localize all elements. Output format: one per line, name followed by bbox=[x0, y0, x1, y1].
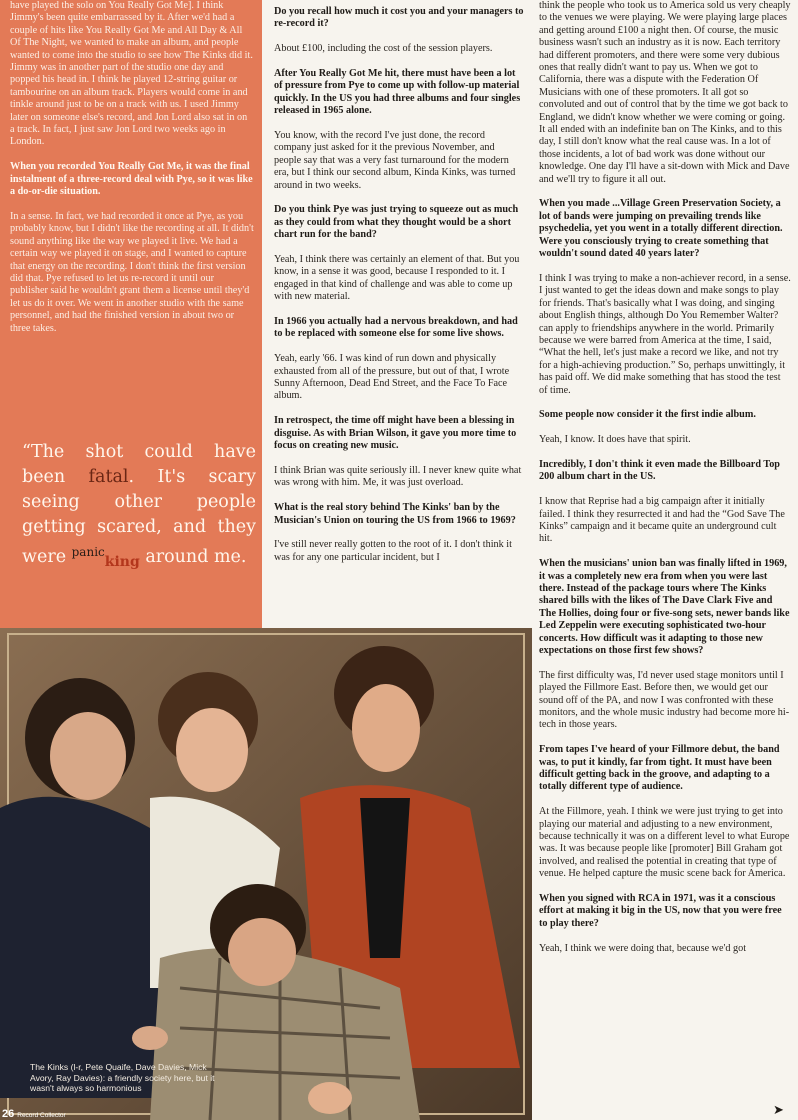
pull-quote-king: king bbox=[104, 554, 140, 570]
pull-quote-fatal: fatal bbox=[88, 467, 129, 487]
answer-paragraph: The first difficulty was, I'd never used stage monitors until I played the Fillmore East. Before then, we would get our sound off of the PA, and now I was confronted with these monitors, and the whole music industry had become more hi-tech in those years. bbox=[539, 669, 790, 731]
question-paragraph: When you made ...Village Green Preservation Society, a lot of bands were jumping on prevailing trends like psychedelia, yet you went in a totally different direction. Were you consciously trying to create something that wouldn't sound dated 40 years later? bbox=[539, 198, 783, 260]
question-paragraph: When the musicians' union ban was finally lifted in 1969, it was a completely new era from when you were last there. Instead of the package tours where The Kinks shared bills with the likes of The Dave Clark Five and The Hollies, doing four or five-song sets, newer bands like Led Zeppelin were executing sophisticated two-hour concerts. How difficult was it adapting to those new expectations on those first few shows? bbox=[539, 558, 790, 657]
answer-paragraph: Yeah, I know. It does have that spirit. bbox=[539, 434, 691, 446]
article-column-1 bbox=[10, 0, 254, 347]
question-paragraph: Incredibly, I don't think it even made the Billboard Top 200 album chart in the US. bbox=[539, 458, 780, 483]
question-paragraph: When you signed with RCA in 1971, was it a conscious effort at making it big in the US, now that you were free to play there? bbox=[539, 893, 782, 929]
pull-quote-part: “The shot could have been bbox=[22, 442, 256, 487]
question-paragraph: Do you recall how much it cost you and your managers to re-record it? bbox=[274, 6, 524, 30]
question-paragraph: From tapes I've heard of your Fillmore debut, the band was, to put it kindly, far from tight. It must have been difficult getting back in the groove, and adapting to a totally different type of audience. bbox=[539, 744, 780, 793]
answer-paragraph: think the people who took us to America sold us very cheaply to the venues we were playing. We were playing large places and getting around £100 a night then. Of course, the music business wasn't such an industry as it is now. Each territory had different promoters, and there were some very dubious ones that really didn't want to pay us. When we got to California, there was a dispute with the Federation Of Musicians with one of these promoters. It all got so convoluted and out of control that by the time we got back to England, we didn't know whether we were coming or going. It all ended with an indefinite ban on The Kinks, and to this day, I still don't know what the real cause was. In a lot of those incidents, a lot of bad work was done without our knowledge. One day I'll have a sit-down with Mick and Dave and we'll try to figure it all out. bbox=[539, 0, 791, 185]
answer-paragraph: have played the solo on You Really Got Me]. I think Jimmy's been quite embarrassed by it. After we'd had a couple of hits like You Really Got Me and All Day & All Of The Night, we wanted to make an album, and people wanted to come into the studio to see how The Kinks did it. Jimmy was in another part of the studio one day and popped his head in. I think he played 12-string guitar or tambourine on an album track. Players would come in and tinkle around just to be on a track with us. I used Jimmy later on someone else's record, and Jon Lord also sat in on a track. In fact, I just saw Jon Lord two weeks ago in London. bbox=[10, 0, 253, 148]
band-photo-illustration bbox=[0, 628, 532, 1120]
page-folio bbox=[2, 1108, 66, 1120]
answer-paragraph: At the Fillmore, yeah. I think we were just trying to get into playing our material and adjusting to a new environment, because technically it was on a different level to what Europe was. It was because people like [promoter] Bill Graham got involved, and realised the potential in creating that type of venue. He helped capture the music scene back for America. bbox=[539, 806, 790, 880]
question-paragraph: In retrospect, the time off might have been a blessing in disguise. As with Brian Wilson, it gave you more time to focus on creating new music. bbox=[274, 415, 517, 452]
pull-quote-part: . It's scary seeing other people getting scared, and they were bbox=[22, 467, 256, 567]
band-photo bbox=[0, 628, 532, 1120]
question-paragraph: Do you think Pye was just trying to squeeze out as much as they could from what they thought would be a short chart run for the band? bbox=[274, 204, 519, 241]
answer-paragraph: I think Brian was quite seriously ill. I never knew quite what was wrong with him. Me, it was just overload. bbox=[274, 464, 522, 489]
article-column-3 bbox=[539, 0, 791, 967]
answer-paragraph: You know, with the record I've just done, the record company just asked for it the previous November, and people say that was a very fast turnaround for the modern era, but I think our second album, Kinda Kinks, was turned around in two weeks. bbox=[274, 130, 516, 191]
question-paragraph: When you recorded You Really Got Me, it was the final instalment of a three-record deal with Pye, so it was like a do-or-die situation. bbox=[10, 161, 253, 198]
answer-paragraph: In a sense. In fact, we had recorded it once at Pye, as you probably know, but I didn't like the recording at all. It didn't sound anything like the way we played it live. We had a certain way we played it on stage, and I wanted to capture that energy on the recording. I don't think the first version did that. Pye refused to let us re-record it until our publisher said he wouldn't grant them a license until they'd let us do it over. We went in another studio with the same personnel, and had the finished version in about two or three takes. bbox=[10, 210, 254, 334]
answer-paragraph: About £100, including the cost of the session players. bbox=[274, 43, 493, 55]
article-column-2 bbox=[274, 6, 524, 577]
answer-paragraph: Yeah, I think we were doing that, because we'd got bbox=[539, 942, 747, 954]
photo-caption: The Kinks (l-r, Pete Quaife, Dave Davies, Mick Avory, Ray Davies): a friendly society here, but it wasn't always so harmonious bbox=[30, 1062, 215, 1093]
answer-paragraph: Yeah, early '66. I was kind of run down and physically exhausted from all of the pressure, but out of that, I wrote Sunny Afternoon, Dead End Street, and the Face To Face album. bbox=[274, 353, 510, 402]
question-paragraph: Some people now consider it the first indie album. bbox=[539, 409, 756, 421]
answer-paragraph: I think I was trying to make a non-achiever record, in a sense. I just wanted to get the ideas down and make songs to play for friends. That's basically what I was doing, and singing about English things, although Do You Remember Walter? can apply to friendships anywhere in the world. Primarily because we were barred from America at the time, I said, “What the hell, let's just make a record we like, and not try for a high-achieving production.” So, perhaps unwittingly, it has paid off. We did make something that has stood the test of time. bbox=[539, 272, 791, 396]
magazine-name: Record Collector bbox=[17, 1112, 66, 1119]
answer-paragraph: I've still never really gotten to the root of it. I don't think it was for any one particular incident, but I bbox=[274, 539, 512, 563]
question-paragraph: What is the real story behind The Kinks' ban by the Musician's Union on touring the US from 1966 to 1969? bbox=[274, 502, 516, 526]
pull-quote bbox=[22, 440, 256, 575]
answer-paragraph: I know that Reprise had a big campaign after it initially failed. I think they resurrected it and had the “God Save The Kinks” campaign and it became quite an underground cult hit. bbox=[539, 496, 785, 545]
page-number: 26 bbox=[2, 1108, 15, 1120]
question-paragraph: In 1966 you actually had a nervous breakdown, and had to be replaced with someone else for some live shows. bbox=[274, 316, 518, 340]
pull-quote-panic: panic bbox=[71, 545, 105, 559]
continue-arrow-icon: ➤ bbox=[773, 1102, 784, 1117]
answer-paragraph: Yeah, I think there was certainly an element of that. But you know, in a sense it was good, because I responded to it. I engaged in that kind of challenge and was able to come up with new material. bbox=[274, 254, 520, 303]
pull-quote-part: around me. bbox=[139, 547, 247, 567]
question-paragraph: After You Really Got Me hit, there must have been a lot of pressure from Pye to come up with follow-up material quickly. In the US you had three albums and four singles released in 1965 alone. bbox=[274, 68, 521, 117]
